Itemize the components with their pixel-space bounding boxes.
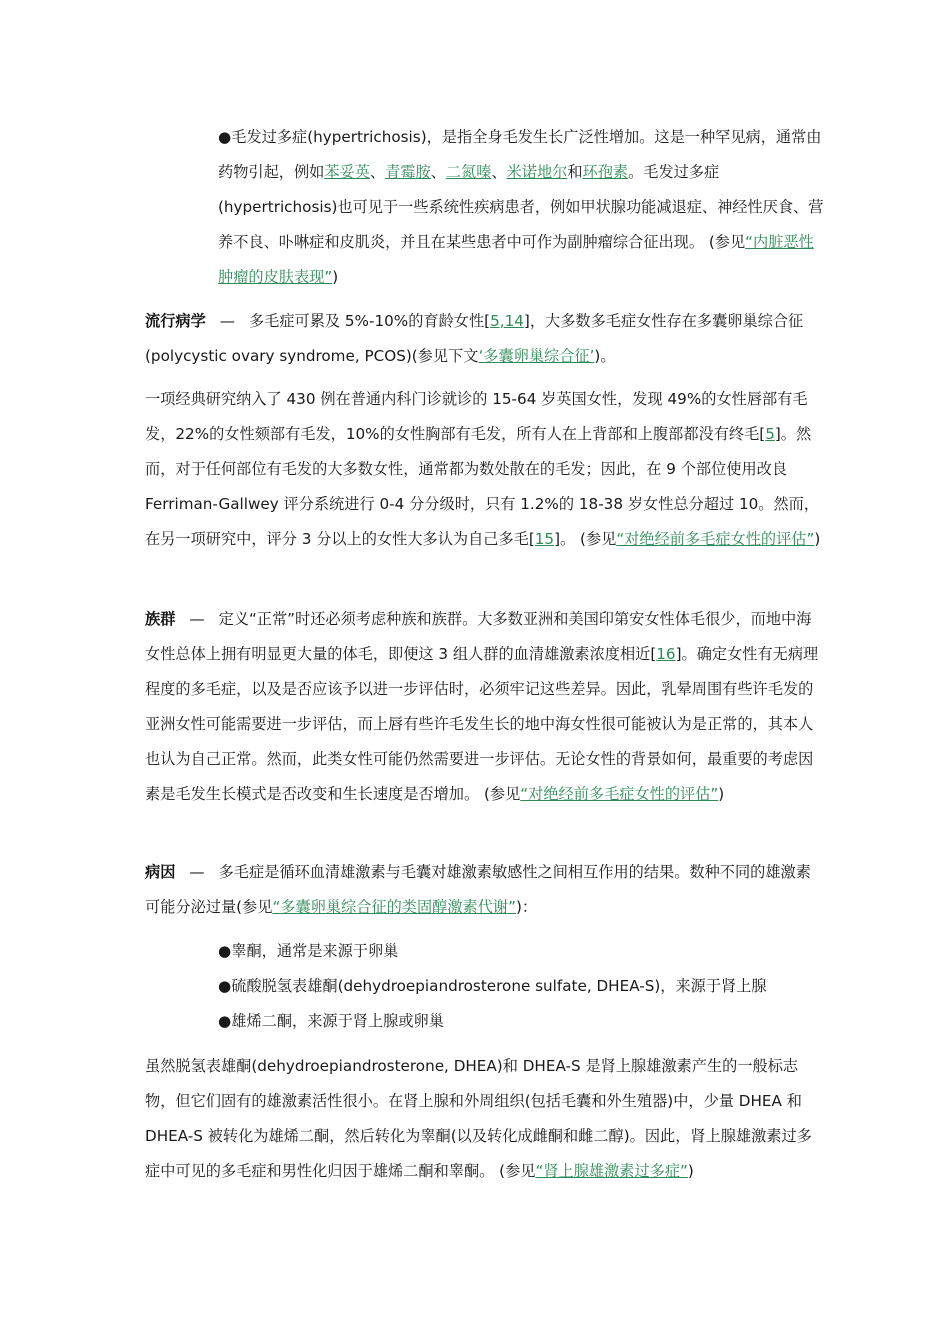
text: ]。 (参见 [554, 530, 617, 548]
text: ) [687, 1162, 694, 1180]
link-pcos[interactable]: ‘多囊卵巢综合征’ [478, 347, 595, 365]
link-penicillamine[interactable]: 青霉胺 [385, 163, 431, 181]
list-item: ●雄烯二酮，来源于肾上腺或卵巢 [218, 1012, 444, 1030]
ethnicity-paragraph [145, 602, 825, 812]
link-pcos-steroid-metabolism[interactable]: “多囊卵巢综合征的类固醇激素代谢” [272, 898, 516, 916]
link-adrenal-androgen-excess[interactable]: “肾上腺雄激素过多症” [535, 1162, 688, 1180]
text: 虽然脱氢表雄酮(dehydroepiandrosterone, DHEA)和 DHEA-S 是肾上腺雄激素产生的一般标志物，但它们固有的雄激素活性很小。在肾上腺和外周组织(包括毛囊和外生殖器)中，少量 DHEA 和 DHEA-S 被转化为雄烯二酮，然后转化为睾酮(以及转化成雌酮和雌二醇)。因此，肾上腺雄激素过多症中可见的多毛症和男性化归因于雄烯二酮和睾酮。 (参见 [145, 1057, 812, 1180]
link-paraneoplastic-skin[interactable]: “内脏恶性肿瘤的皮肤表现” [218, 233, 814, 286]
text: ) [814, 530, 821, 548]
text: 多毛症是循环血清雄激素与毛囊对雄激素敏感性之间相互作用的结果。数种不同的雄激素可能分泌过量(参见 [145, 863, 811, 916]
text: ]。然而，对于任何部位有毛发的大多数女性，通常都为数处散在的毛发；因此，在 9 个部位使用改良 Ferriman-Gallwey 评分系统进行 0-4 分分级时，只有 1.2%的 18-38 岁女性总分超过 10。然而，在另一项研究中，评分 3 分以上的女性大多认为自己多毛[ [145, 425, 820, 548]
study-paragraph [145, 382, 825, 557]
ref-link[interactable]: 15 [534, 530, 555, 548]
ref-link[interactable]: 5,14 [490, 312, 524, 330]
ref-link[interactable]: 16 [656, 645, 676, 663]
link-cyclosporine[interactable]: 环孢素 [582, 163, 629, 181]
list-item: ●睾酮，通常是来源于卵巢 [218, 942, 399, 960]
link-minoxidil[interactable]: 米诺地尔 [506, 163, 568, 181]
section-heading-ethnicity: 族群 [145, 610, 176, 628]
dash: — [219, 312, 235, 330]
text: ) [332, 268, 339, 286]
text: )。 [594, 347, 616, 365]
text: 、 [369, 163, 386, 181]
link-premenopausal-hirsutism-evaluation[interactable]: “对绝经前多毛症女性的评估” [616, 530, 815, 548]
dhea-paragraph [145, 1049, 825, 1189]
text: 、 [491, 163, 507, 181]
section-heading-etiology: 病因 [145, 863, 176, 881]
link-phenytoin[interactable]: 苯妥英 [324, 163, 370, 181]
hypertrichosis-paragraph [218, 120, 828, 295]
section-heading-epidemiology: 流行病学 [145, 312, 206, 330]
list-item: ●硫酸脱氢表雄酮(dehydroepiandrosterone sulfate, DHEA-S)，来源于肾上腺 [218, 977, 767, 995]
text: 定义“正常”时还必须考虑种族和族群。大多数亚洲和美国印第安女性体毛很少，而地中海女性总体上拥有明显更大量的体毛，即便这 3 组人群的血清雄激素浓度相近[ [145, 610, 812, 663]
etiology-paragraph [145, 855, 825, 925]
text: )： [516, 898, 538, 916]
dash: — [189, 610, 205, 628]
epidemiology-paragraph [145, 304, 825, 374]
text: 和 [567, 163, 583, 181]
link-diazoxide[interactable]: 二氮嗪 [445, 163, 492, 181]
ref-link[interactable]: 5 [765, 425, 775, 443]
text: ●毛发过多症(hypertrichosis)，是指全身毛发生长广泛性增加。这是一种罕见病，通常由药物引起，例如 [218, 128, 822, 181]
text: ]，大多数多毛症女性存在多囊卵巢综合征(polycystic ovary syndrome, PCOS)(参见下文 [145, 312, 804, 365]
text: ) [718, 785, 725, 803]
dash: — [189, 863, 205, 881]
text: 一项经典研究纳入了 430 例在普通内科门诊就诊的 15-64 岁英国女性，发现 49%的女性唇部有毛发，22%的女性颏部有毛发，10%的女性胸部有毛发，所有人在上背部和上腹部都没有终毛[ [145, 390, 808, 443]
link-premenopausal-hirsutism-evaluation[interactable]: “对绝经前多毛症女性的评估” [520, 785, 719, 803]
text: 。毛发过多症(hypertrichosis)也可见于一些系统性疾病患者，例如甲状腺功能减退症、神经性厌食、营养不良、卟啉症和皮肌炎，并且在某些患者中可作为副肿瘤综合征出现。 (参见 [218, 163, 824, 251]
text: ]。确定女性有无病理程度的多毛症，以及是否应该予以进一步评估时，必须牢记这些差异。因此，乳晕周围有些许毛发的亚洲女性可能需要进一步评估，而上唇有些许毛发生长的地中海女性很可能被认为是正常的，其本人也认为自己正常。然而，此类女性可能仍然需要进一步评估。无论女性的背景如何，最重要的考虑因素是毛发生长模式是否改变和生长速度是否增加。 (参见 [145, 645, 819, 803]
text: 多毛症可累及 5%-10%的育龄女性[ [248, 312, 491, 330]
text: 、 [430, 163, 446, 181]
